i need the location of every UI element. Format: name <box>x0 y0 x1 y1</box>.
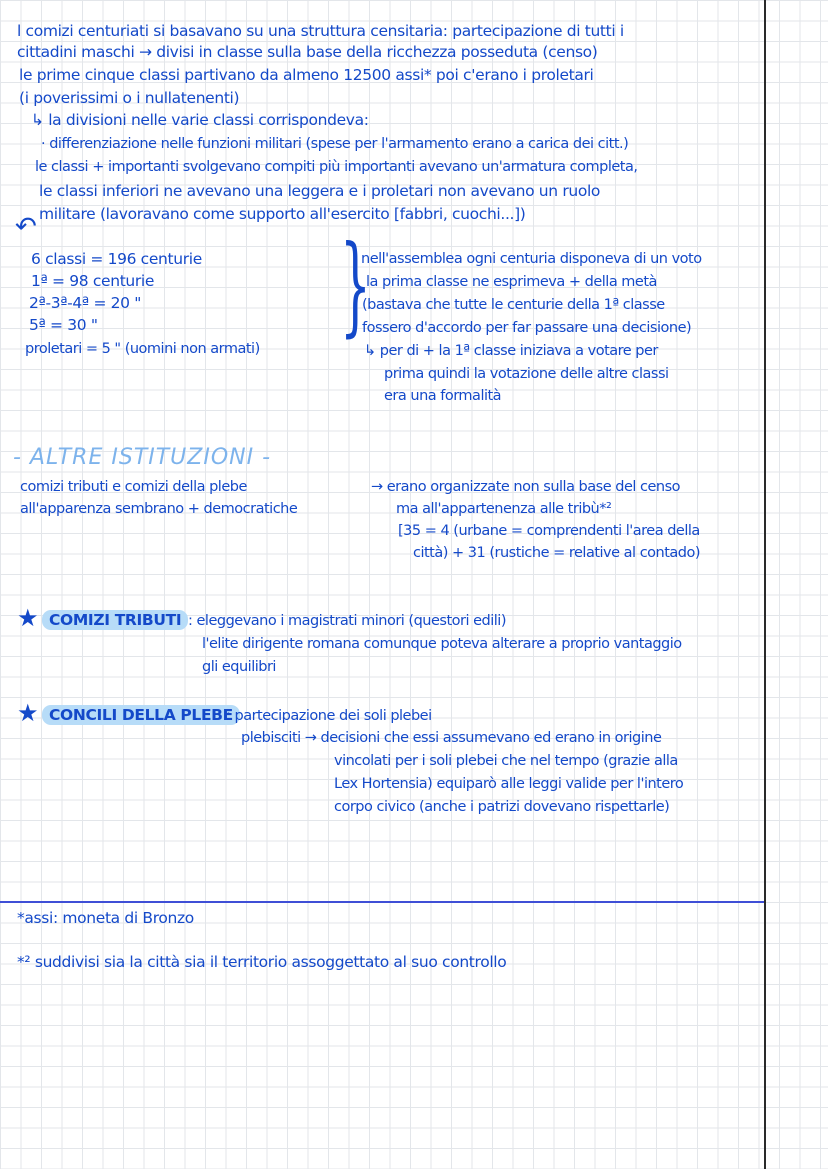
footnote: *assi: moneta di Bronzo <box>17 909 194 927</box>
voting-line: prima quindi la votazione delle altre classi <box>384 366 669 382</box>
footnote: *² suddivisi sia la città sia il territorio assoggettato al suo controllo <box>17 953 507 971</box>
voting-line: nell'assemblea ogni centuria disponeva di un voto <box>361 251 702 267</box>
classes-line: 2ª-3ª-4ª = 20 " <box>29 294 142 312</box>
voting-line: ↳ per di + la 1ª classe iniziava a votare per <box>364 343 658 359</box>
footnote-rule <box>0 901 764 903</box>
altre-line: [35 = 4 (urbane = comprendenti l'area della <box>398 523 700 539</box>
intro-line: cittadini maschi → divisi in classe sulla base della ricchezza posseduta (censo) <box>17 43 598 61</box>
altre-line: → erano organizzate non sulla base del censo <box>371 479 681 495</box>
intro-line: militare (lavoravano come supporto all'esercito [fabbri, cuochi...]) <box>39 205 526 223</box>
concili-plebe-line: corpo civico (anche i patrizi dovevano rispettarle) <box>334 799 670 815</box>
concili-plebe-line: plebisciti → decisioni che essi assumevano ed erano in origine <box>241 730 662 746</box>
altre-line: all'apparenza sembrano + democratiche <box>20 501 298 517</box>
classes-line: 6 classi = 196 centurie <box>31 250 202 268</box>
concili-plebe-line: vincolati per i soli plebei che nel tempo (grazie alla <box>334 753 678 769</box>
altre-line: comizi tributi e comizi della plebe <box>20 479 247 495</box>
intro-line: (i poverissimi o i nullatenenti) <box>19 89 240 107</box>
intro-line: le prime cinque classi partivano da almeno 12500 assi* poi c'erano i proletari <box>19 66 594 84</box>
voting-line: la prima classe ne esprimeva + della metà <box>366 274 657 290</box>
classes-line: 1ª = 98 centurie <box>31 272 155 290</box>
margin-rule <box>764 0 766 1169</box>
voting-line: era una formalità <box>384 388 502 404</box>
altre-line: città) + 31 (rustiche = relative al contado) <box>413 545 701 561</box>
section-title: - ALTRE ISTITUZIONI - <box>13 445 272 470</box>
concili-plebe-label: CONCILI DELLA PLEBE <box>42 706 240 724</box>
intro-line: le classi + importanti svolgevano compiti più importanti avevano un'armatura completa, <box>35 159 638 175</box>
intro-line: le classi inferiori ne avevano una leggera e i proletari non avevano un ruolo <box>39 182 601 200</box>
curl-arrow-icon: ↶ <box>15 212 37 242</box>
intro-line: l comizi centuriati si basavano su una struttura censitaria: partecipazione di tutti i <box>17 22 624 40</box>
brace-icon: } <box>340 223 371 348</box>
voting-line: fossero d'accordo per far passare una decisione) <box>362 320 692 336</box>
intro-line: · differenziazione nelle funzioni militari (spese per l'armamento erano a carica dei citt.) <box>41 136 629 152</box>
voting-line: (bastava che tutte le centurie della 1ª classe <box>362 297 665 313</box>
star-icon: ★ <box>17 699 39 727</box>
concili-plebe-line: Lex Hortensia) equiparò alle leggi valide per l'intero <box>334 776 684 792</box>
concili-plebe-line: : partecipazione dei soli plebei <box>226 708 432 724</box>
altre-line: ma all'appartenenza alle tribù*² <box>396 501 612 517</box>
comizi-tributi-line: gli equilibri <box>202 659 276 675</box>
intro-line: ↳ la divisioni nelle varie classi corrispondeva: <box>31 111 369 129</box>
comizi-tributi-line: l'elite dirigente romana comunque poteva alterare a proprio vantaggio <box>202 636 682 652</box>
comizi-tributi-line: : eleggevano i magistrati minori (questori edili) <box>188 613 506 629</box>
comizi-tributi-label: COMIZI TRIBUTI <box>42 611 188 629</box>
star-icon: ★ <box>17 604 39 632</box>
classes-line: proletari = 5 " (uomini non armati) <box>25 341 260 357</box>
classes-line: 5ª = 30 " <box>29 316 98 334</box>
